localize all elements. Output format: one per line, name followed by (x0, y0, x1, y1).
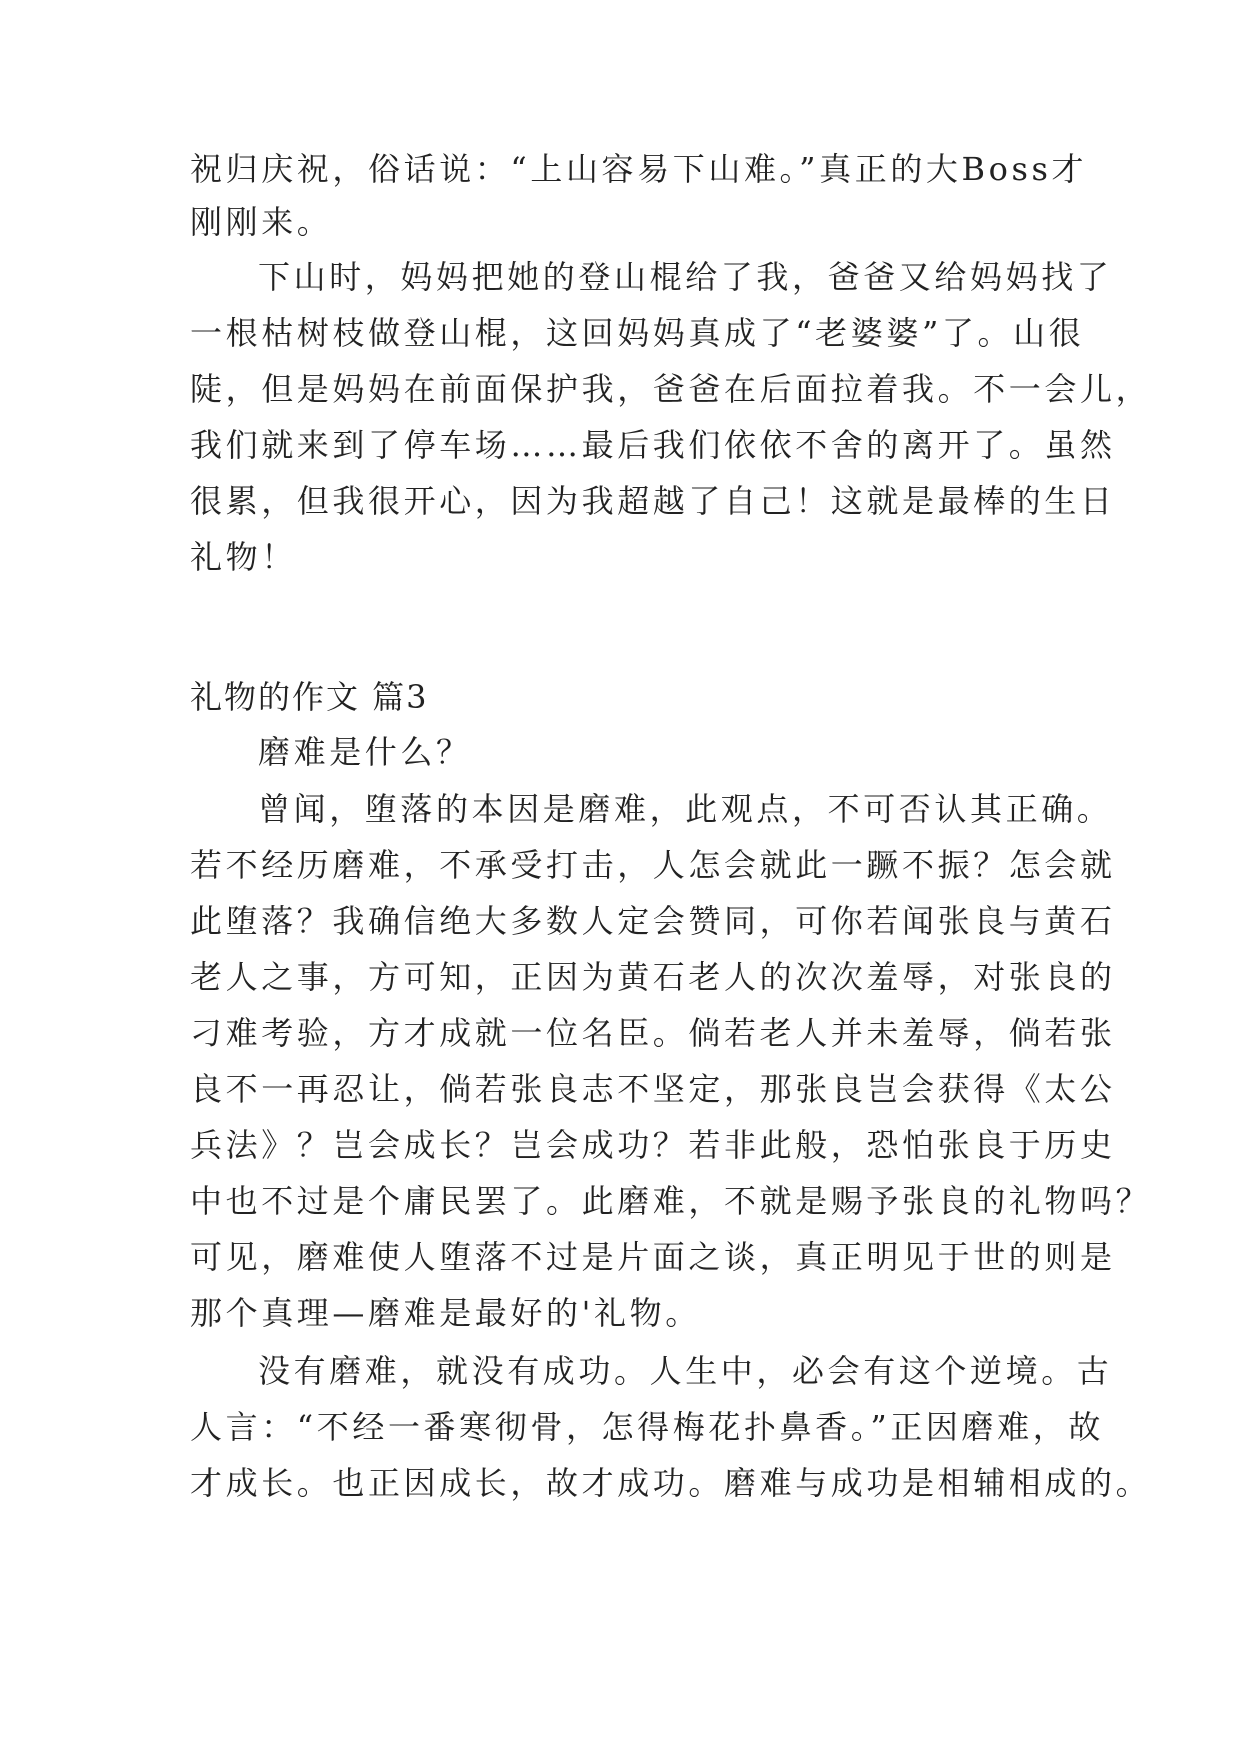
paragraph-4-line-3: 此堕落？我确信绝大多数人定会赞同，可你若闻张良与黄石 (190, 902, 1116, 940)
paragraph-2-line-2: 一根枯树枝做登山棍，这回妈妈真成了“老婆婆”了。山很 (190, 314, 1085, 352)
paragraph-4-line-5: 刁难考验，方才成就一位名臣。倘若老人并未羞辱，倘若张 (190, 1014, 1116, 1052)
paragraph-2-line-6: 礼物！ (190, 538, 297, 576)
paragraph-4-line-7: 兵法》？岂会成长？岂会成功？若非此般，恐怕张良于历史 (190, 1126, 1116, 1164)
paragraph-5-line-2: 人言：“不经一番寒彻骨，怎得梅花扑鼻香。”正因磨难，故 (190, 1408, 1104, 1446)
paragraph-4-line-1: 曾闻，堕落的本因是磨难，此观点，不可否认其正确。 (258, 790, 1113, 828)
paragraph-4-line-6: 良不一再忍让，倘若张良志不坚定，那张良岂会获得《太公 (190, 1070, 1116, 1108)
paragraph-4-line-10: 那个真理—磨难是最好的'礼物。 (190, 1294, 701, 1332)
paragraph-1-line-1: 祝归庆祝，俗话说：“上山容易下山难。”真正的大Boss才 (190, 150, 1088, 188)
section-heading: 礼物的作文 篇3 (190, 678, 429, 716)
paragraph-2-line-4: 我们就来到了停车场……最后我们依依不舍的离开了。虽然 (190, 426, 1116, 464)
paragraph-2-line-5: 很累，但我很开心，因为我超越了自己！这就是最棒的生日 (190, 482, 1116, 520)
paragraph-4-line-9: 可见，磨难使人堕落不过是片面之谈，真正明见于世的则是 (190, 1238, 1116, 1276)
paragraph-4-line-2: 若不经历磨难，不承受打击，人怎会就此一蹶不振？怎会就 (190, 846, 1116, 884)
paragraph-4-line-8: 中也不过是个庸民罢了。此磨难，不就是赐予张良的礼物吗？ (190, 1182, 1152, 1220)
paragraph-2-line-3: 陡，但是妈妈在前面保护我，爸爸在后面拉着我。不一会儿， (190, 370, 1152, 408)
paragraph-4-line-4: 老人之事，方可知，正因为黄石老人的次次羞辱，对张良的 (190, 958, 1116, 996)
paragraph-1-line-2: 刚刚来。 (190, 203, 333, 241)
paragraph-5-line-1: 没有磨难，就没有成功。人生中，必会有这个逆境。古 (258, 1352, 1113, 1390)
paragraph-5-line-3: 才成长。也正因成长，故才成功。磨难与成功是相辅相成的。 (190, 1464, 1152, 1502)
paragraph-3-line-1: 磨难是什么？ (258, 733, 472, 771)
paragraph-2-line-1: 下山时，妈妈把她的登山棍给了我，爸爸又给妈妈找了 (258, 258, 1113, 296)
